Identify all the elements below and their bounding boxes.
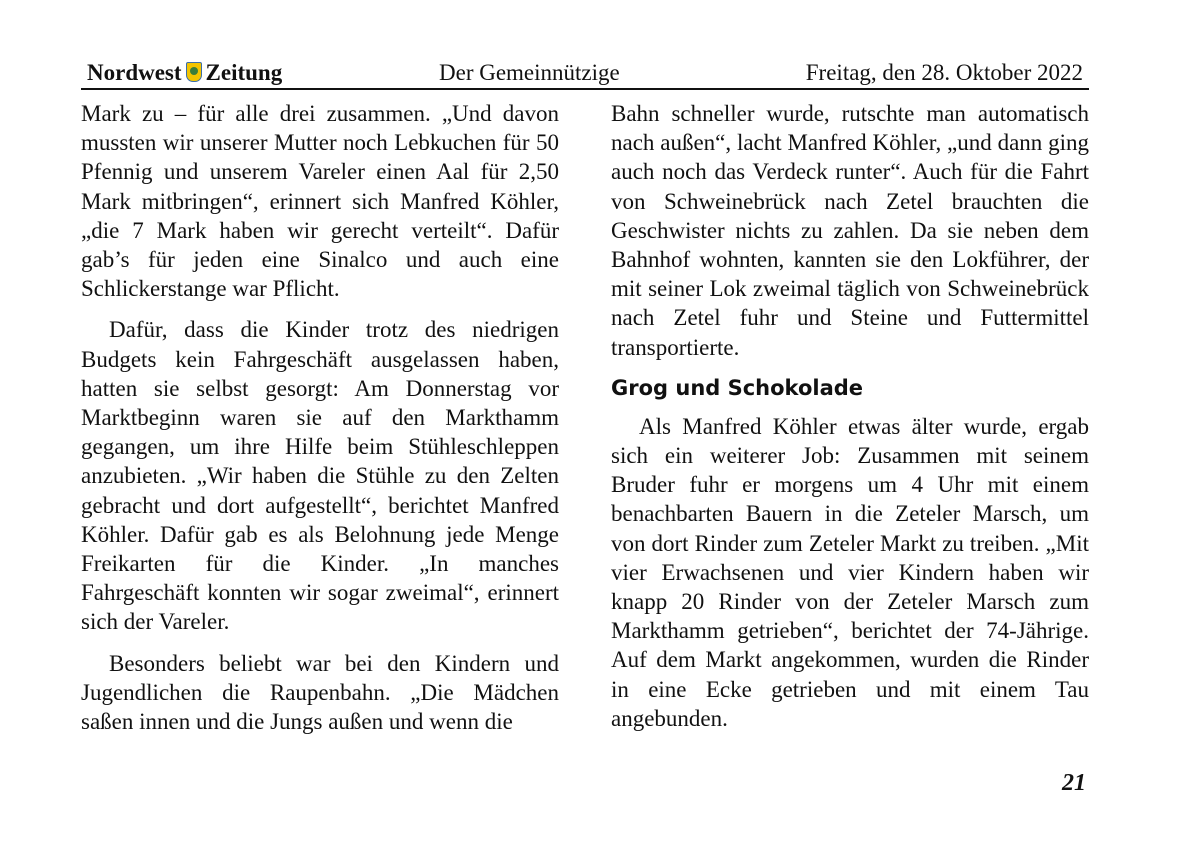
paragraph: Mark zu – für alle drei zusammen. „Und davon mussten wir unserer Mutter noch Lebkuchen für 50 Pfennig und unserem Vareler einen Aal für 2,50 Mark mitbringen“, erinnert sich Manfred Köhler, „die 7 Mark haben wir gerecht verteilt“. Dafür gab’s für jeden eine Sinalco und auch eine Schlickerstange war Pflicht. xyxy=(81,101,559,302)
section-heading: Grog und Schokolade xyxy=(611,375,864,400)
issue-date: Freitag, den 28. Oktober 2022 xyxy=(805,60,1083,85)
right-column xyxy=(611,99,1089,733)
page-number: 21 xyxy=(1062,770,1086,796)
masthead xyxy=(87,58,282,88)
paragraph: Dafür, dass die Kinder trotz des niedrigen Budgets kein Fahrgeschäft ausgelassen haben, hatten sie selbst gesorgt: Am Donnerstag vor Marktbeginn waren sie auf den Markthamm gegangen, um ihre Hilfe beim Stühleschleppen anzubieten. „Wir haben die Stühle zu den Zelten gebracht und dort aufgestellt“, berichtet Manfred Köhler. Dafür gab es als Belohnung jede Menge Freikarten für die Kinder. „In manches Fahrgeschäft konnten wir sogar zweimal“, erinnert sich der Vareler. xyxy=(81,317,559,635)
coat-of-arms-icon xyxy=(186,62,202,82)
paragraph: Bahn schneller wurde, rutschte man automatisch nach außen“, lacht Manfred Köhler, „und dann ging auch noch das Verdeck runter“. Auch für die Fahrt von Schweinebrück nach Zetel brauchten die Geschwister nichts zu zahlen. Da sie neben dem Bahnhof wohnten, kannten sie den Lokführer, der mit seiner Lok zweimal täglich von Schweinebrück nach Zetel fuhr und Steine und Futtermittel transportierte. xyxy=(611,101,1089,360)
masthead-name: Nordwest xyxy=(87,60,182,85)
publication-title: Der Gemeinnützige xyxy=(439,60,620,85)
masthead-name-suffix: Zeitung xyxy=(205,60,283,85)
paragraph: Besonders beliebt war bei den Kindern und Jugendlichen die Raupenbahn. „Die Mädchen saßen innen und die Jungs außen und wenn die xyxy=(81,650,559,735)
paragraph: Als Manfred Köhler etwas älter wurde, ergab sich ein weiterer Job: Zusammen mit seinem Bruder fuhr er morgens um 4 Uhr mit einem benachbarten Bauern in die Zeteler Marsch, um von dort Rinder zum Zeteler Markt zu treiben. „Mit vier Erwachsenen und vier Kindern haben wir knapp 20 Rinder von der Zeteler Marsch zum Markthamm getrieben“, berichtet der 74-Jährige. Auf dem Markt angekommen, wurden die Rinder in eine Ecke getrieben und mit einem Tau angebunden. xyxy=(611,413,1089,731)
page-header xyxy=(81,58,1089,90)
left-column xyxy=(81,99,559,736)
